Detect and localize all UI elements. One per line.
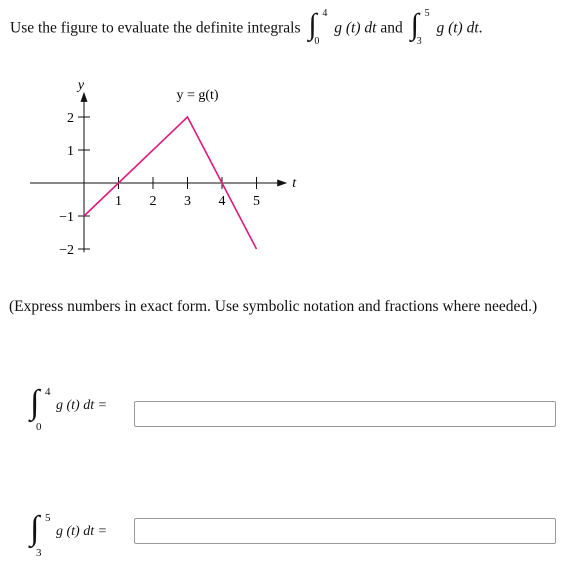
prompt-lead: Use the figure to evaluate the definite integrals [10,19,301,37]
question-2-upper: 5 [45,512,51,524]
question-prompt [10,8,483,47]
question-2-lower: 3 [36,547,42,559]
x-tick-label: 5 [253,194,260,209]
question-1-upper: 4 [45,386,51,398]
question-1-lower: 0 [36,421,42,433]
question-2-integral-sign: ∫ [30,510,40,547]
integral-1-lower: 0 [314,36,320,47]
question-2-expression: g (t) dt = [56,524,108,539]
y-tick-label: 1 [67,144,74,159]
integral-sign-2: ∫ 5 3 [410,8,430,47]
integral-2-lower: 3 [416,36,422,47]
prompt-tail: . [478,19,483,37]
integrand-1: g (t) dt [334,19,377,37]
y-axis-arrow [81,92,88,102]
x-tick-label: 2 [149,194,157,209]
question-1-integral-sign: ∫ [30,384,40,421]
y-tick-label: −1 [59,210,74,225]
integral-sign-1: ∫ 4 0 [308,8,328,47]
x-tick-label: 4 [218,194,226,209]
question-2-integral [30,510,150,562]
prompt-conj: and [380,19,403,37]
x-tick-label: 1 [115,194,122,209]
answer-1-input[interactable] [134,401,556,427]
answer-2-input[interactable] [134,518,556,544]
question-1-integral [30,384,150,436]
y-axis-label: y [77,77,85,93]
integral-1-upper: 4 [322,8,328,19]
x-axis-arrow [277,180,287,187]
curve-label: y = g(t) [176,87,219,103]
instruction-note: (Express numbers in exact form. Use symbolic notation and fractions where needed.) [9,298,538,315]
integrand-2: g (t) dt [436,19,479,37]
y-tick-label: 2 [67,111,74,126]
x-axis-label: t [292,176,297,191]
x-tick-label: 3 [184,194,191,209]
integral-2-upper: 5 [424,8,430,19]
y-tick-label: −2 [59,243,74,258]
graph-figure [0,60,320,275]
question-1-expression: g (t) dt = [56,398,108,413]
